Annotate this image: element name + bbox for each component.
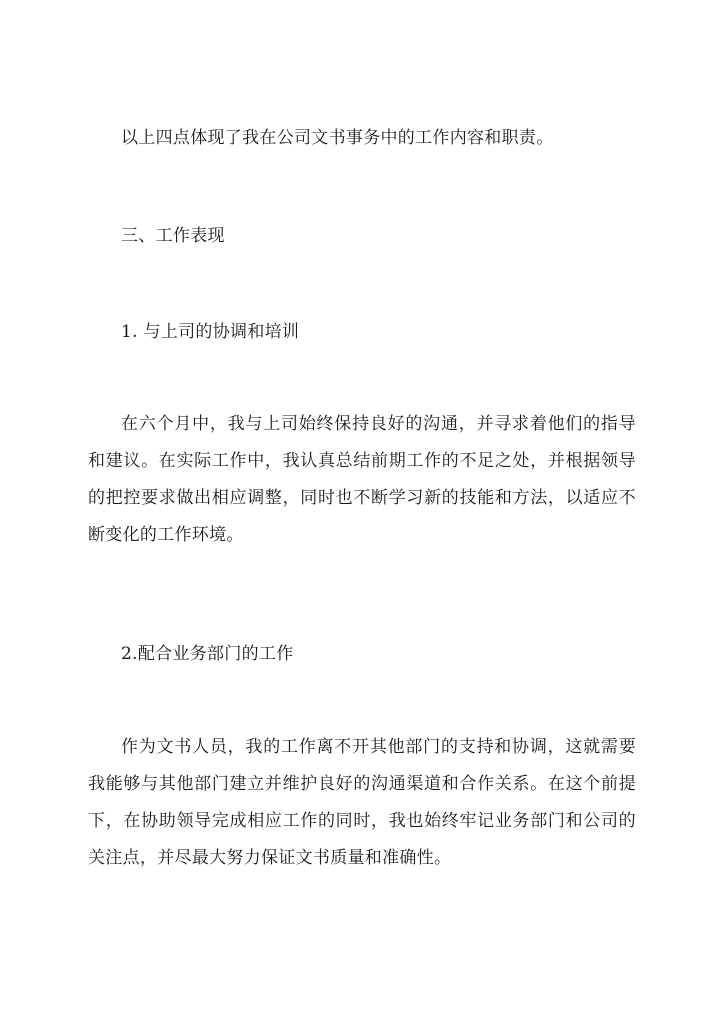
subsection-2-paragraph: 作为文书人员，我的工作离不开其他部门的支持和协调，这就需要我能够与其他部门建立并维护良好的沟通渠道和合作关系。在这个前提下，在协助领导完成相应工作的同时，我也始终牢记业务部门和公司的关注点，并尽最大努力保证文书质量和准确性。 (88, 737, 636, 868)
section-heading: 三、工作表现 (121, 226, 225, 246)
subsection-1-paragraph: 在六个月中，我与上司始终保持良好的沟通，并寻求着他们的指导和建议。在实际工作中，我认真总结前期工作的不足之处，并根据领导的把控要求做出相应调整，同时也不断学习新的技能和方法，以适应不断变化的工作环境。 (88, 414, 636, 545)
subsection-2-heading: 2.配合业务部门的工作 (121, 644, 294, 664)
summary-line: 以上四点体现了我在公司文书事务中的工作内容和职责。 (121, 128, 554, 148)
subsection-1-heading: 1. 与上司的协调和培训 (121, 322, 300, 342)
